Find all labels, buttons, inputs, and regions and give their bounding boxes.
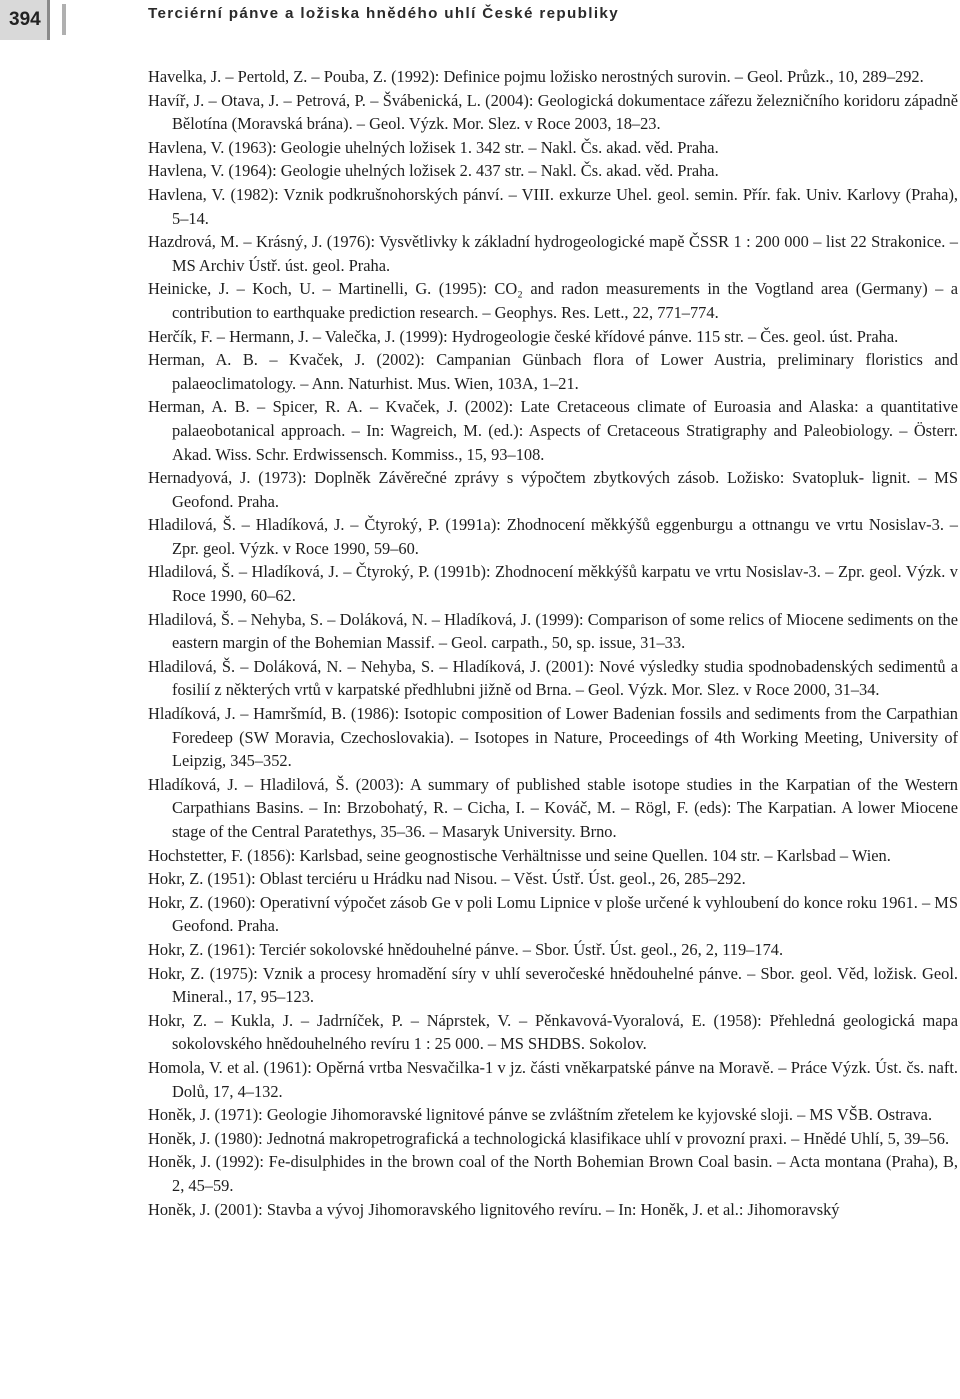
reference-entry: Hladilová, Š. – Hladíková, J. – Čtyroký, P. (1991b): Zhodnocení měkkýšů karpatu ve vrtu Nosislav-3. – Zpr. geol. Výzk. v Roce 1990, 60–62. <box>148 562 958 606</box>
reference-entry: Heinicke, J. – Koch, U. – Martinelli, G. (1995): CO₂ and radon measurements in the Vogtland area (Germany) – a contribution to earthquake prediction research. – Geophys. Res. Lett., 22, 771–774. <box>148 279 958 322</box>
reference-entry: Herčík, F. – Hermann, J. – Valečka, J. (1999): Hydrogeologie české křídové pánve. 115 str. – Čes. geol. úst. Praha. <box>148 326 899 346</box>
running-title: Terciérní pánve a ložiska hnědého uhlí České republiky <box>148 5 619 22</box>
reference-entry: Hazdrová, M. – Krásný, J. (1976): Vysvětlivky k základní hydrogeologické mapě ČSSR 1 : 200 000 – list 22 Strakonice. – MS Archiv Ústř. úst. geol. Praha. <box>148 232 958 275</box>
reference-entry: Hochstetter, F. (1856): Karlsbad, seine geognostische Verhältnisse und seine Quellen. 104 str. – Karlsbad – Wien. <box>148 845 891 865</box>
reference-entry: Havelka, J. – Pertold, Z. – Pouba, Z. (1992): Definice pojmu ložisko nerostných surovin. – Geol. Průzk., 10, 289–292. <box>148 67 924 86</box>
page-number: 394 <box>0 0 50 40</box>
reference-entry: Hladíková, J. – Hladilová, Š. (2003): A summary of published stable isotope studies in the Karpatian of the Western Carpathians Basins. – In: Brzobohatý, R. – Cicha, I. – Kováč, M. – Rögl, F. (eds): The Karpatian. A lower Miocene stage of the Central Paratethys, 35–36. – Masaryk University. Brno. <box>148 774 958 841</box>
reference-entry: Honěk, J. (2001): Stavba a vývoj Jihomoravského lignitového revíru. – In: Honěk, J. et al.: Jihomoravský <box>148 1199 840 1219</box>
reference-entry: Homola, V. et al. (1961): Opěrná vrtba Nesvačilka-1 v jz. části vněkarpatské pánve na Moravě. – Práce Výzk. Úst. čs. naft. Dolů, 17, 4–132. <box>148 1057 958 1101</box>
reference-entry: Hladilová, Š. – Nehyba, S. – Doláková, N. – Hladíková, J. (1999): Comparison of some relics of Miocene sediments on the eastern margin of the Bohemian Massif. – Geol. carpath., 50, sp. issue, 31–33. <box>148 609 958 653</box>
reference-entry: Honěk, J. (1992): Fe-disulphides in the brown coal of the North Bohemian Brown Coal basin. – Acta montana (Praha), B, 2, 45–59. <box>148 1152 958 1195</box>
reference-entry: Hladilová, Š. – Doláková, N. – Nehyba, S. – Hladíková, J. (2001): Nové výsledky studia spodnobadenských sedimentů a fosilií z některých vrtů v karpatské předhlubni jižně od Brna. – Geol. Výzk. Mor. Slez. v Roce 2000, 31–34. <box>148 656 958 700</box>
reference-entry: Honěk, J. (1971): Geologie Jihomoravské lignitové pánve se zvláštním zřetelem ke kyjovské sloji. – MS VŠB. Ostrava. <box>148 1105 933 1125</box>
reference-entry: Herman, A. B. – Spicer, R. A. – Kvaček, J. (2002): Late Cretaceous climate of Euroasia and Alaska: a quantitative palaeobotanical approach. – In: Wagreich, M. (ed.): Aspects of Cretaceous Stratigraphy and Paleobiology. – Österr. Akad. Wiss. Schr. Erdwissensch. Kommiss., 15, 93–108. <box>148 397 958 464</box>
reference-entry: Havlena, V. (1963): Geologie uhelných ložisek 1. 342 str. – Nakl. Čs. akad. věd. Praha. <box>148 137 719 157</box>
reference-entry: Hokr, Z. (1960): Operativní výpočet zásob Ge v poli Lomu Lipnice v ploše určené k vyhloubení do konce roku 1961. – MS Geofond. Praha. <box>148 892 958 936</box>
reference-entry: Hernadyová, J. (1973): Doplněk Závěrečné zprávy s výpočtem zbytkových zásob. Ložisko: Svatopluk- lignit. – MS Geofond. Praha. <box>148 468 958 511</box>
reference-entry: Hladilová, Š. – Hladíková, J. – Čtyroký, P. (1991a): Zhodnocení měkkýšů eggenburgu a ottnangu ve vrtu Nosislav-3. – Zpr. geol. Výzk. v Roce 1990, 59–60. <box>148 515 958 558</box>
reference-entry: Hokr, Z. (1951): Oblast terciéru u Hrádku nad Nisou. – Věst. Ústř. Úst. geol., 26, 285–292. <box>148 869 746 889</box>
reference-entry: Herman, A. B. – Kvaček, J. (2002): Campanian Günbach flora of Lower Austria, preliminary floristics and palaeoclimatology. – Ann. Naturhist. Mus. Wien, 103A, 1–21. <box>148 350 958 393</box>
reference-entry: Hokr, Z. (1975): Vznik a procesy hromadění síry v uhlí severočeské hnědouhelné pánve. – Sbor. geol. Věd, ložisk. Geol. Mineral., 17, 95–123. <box>148 963 958 1007</box>
reference-entry: Hokr, Z. (1961): Terciér sokolovské hnědouhelné pánve. – Sbor. Ústř. Úst. geol., 26, 2, 119–174. <box>148 939 784 959</box>
reference-entry: Havlena, V. (1982): Vznik podkrušnohorských pánví. – VIII. exkurze Uhel. geol. semin. Přír. fak. Univ. Karlovy (Praha), 5–14. <box>148 184 958 228</box>
header-divider <box>62 4 66 35</box>
reference-list <box>148 65 958 1221</box>
reference-entry: Havlena, V. (1964): Geologie uhelných ložisek 2. 437 str. – Nakl. Čs. akad. věd. Praha. <box>148 161 719 181</box>
reference-entry: Hokr, Z. – Kukla, J. – Jadrníček, P. – Náprstek, V. – Pěnkavová-Vyoralová, E. (1958): Přehledná geologická mapa sokolovského hnědouhelného revíru 1 : 25 000. – MS SHDBS. Sokolov. <box>148 1010 958 1054</box>
reference-entry: Havíř, J. – Otava, J. – Petrová, P. – Švábenická, L. (2004): Geologická dokumentace zářezu železničního koridoru západně Bělotína (Moravská brána). – Geol. Výzk. Mor. Slez. v Roce 2003, 18–23. <box>148 90 958 134</box>
page-header <box>0 0 960 40</box>
reference-entry: Honěk, J. (1980): Jednotná makropetrografická a technologická klasifikace uhlí v provozní praxi. – Hnědé Uhlí, 5, 39–56. <box>148 1128 950 1148</box>
reference-entry: Hladíková, J. – Hamršmíd, B. (1986): Isotopic composition of Lower Badenian fossils and sediments from the Carpathian Foredeep (SW Moravia, Czechoslovakia). – Isotopes in Nature, Proceedings of 4th Working Meeting, University of Leipzig, 345–352. <box>148 704 958 771</box>
